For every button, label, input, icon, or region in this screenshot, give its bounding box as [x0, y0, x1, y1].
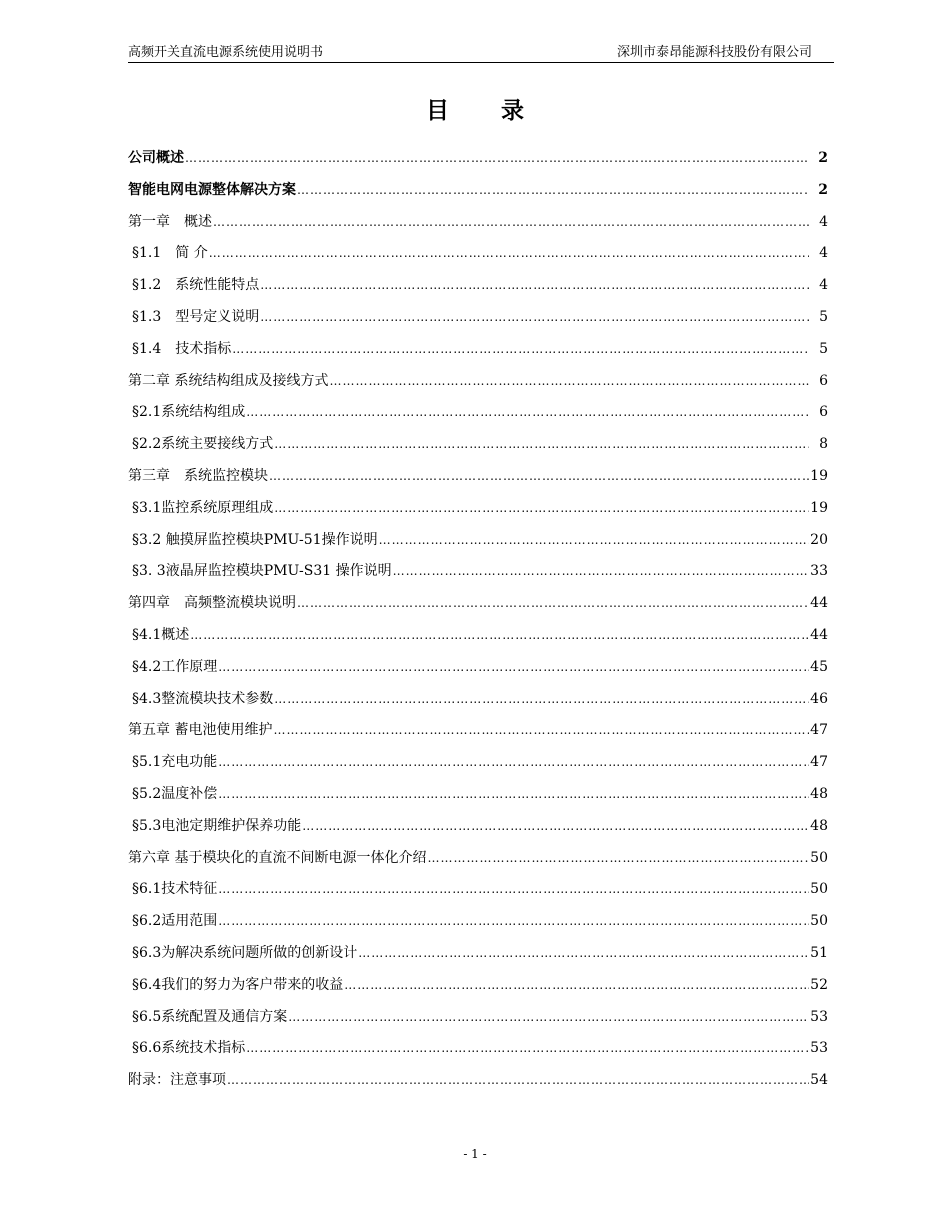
toc-leader-dots [274, 684, 809, 716]
toc-entry-label: 附录：注意事项 [128, 1072, 226, 1089]
toc-entry-label: §6.4我们的努力为客户带来的收益 [132, 976, 344, 993]
toc-entry-page: 44 [810, 626, 828, 643]
toc-entry [128, 525, 832, 557]
toc-leader-dots [269, 461, 809, 493]
toc-entry-page: 5 [819, 340, 828, 357]
toc-entry [128, 238, 832, 270]
toc-entry-label: §5.1充电功能 [132, 754, 218, 771]
toc-leader-dots [218, 652, 809, 684]
toc-leader-dots [246, 397, 809, 429]
toc-entry-page: 20 [810, 531, 828, 548]
toc-entry-page: 48 [810, 817, 828, 834]
toc-entry-label: §2.2系统主要接线方式 [132, 436, 274, 453]
toc-entry-page: 19 [810, 499, 828, 516]
toc-leader-dots [218, 747, 809, 779]
toc-leader-dots [185, 143, 809, 175]
toc-entry-label: §4.3整流模块技术参数 [132, 690, 274, 707]
toc-entry-label: 第六章 基于模块化的直流不间断电源一体化介绍 [128, 849, 427, 866]
toc-entry-label: 第四章 高频整流模块说明 [128, 595, 296, 612]
toc-entry-page: 45 [810, 658, 828, 675]
toc-leader-dots [297, 175, 809, 207]
toc-entry [128, 493, 832, 525]
toc-entry [128, 684, 832, 716]
toc-entry-page: 47 [810, 722, 828, 739]
toc-entry-page: 8 [819, 436, 828, 453]
toc-entry [128, 715, 832, 747]
toc-leader-dots [213, 207, 809, 239]
toc-entry-label: §6.2适用范围 [132, 913, 218, 930]
toc-entry [128, 811, 832, 843]
toc-entry-label: §1.2 系统性能特点 [132, 277, 260, 294]
toc-entry-page: 44 [810, 595, 828, 612]
toc-leader-dots [297, 588, 809, 620]
toc-entry-page: 6 [819, 404, 828, 421]
toc-leader-dots [218, 874, 809, 906]
toc-entry-page: 2 [818, 181, 828, 198]
toc-entry [128, 461, 832, 493]
toc-entry-label: §1.1 简 介 [132, 245, 208, 262]
toc-entry [128, 556, 832, 588]
toc-leader-dots [379, 525, 809, 557]
toc-entry-page: 52 [810, 976, 828, 993]
toc-entry [128, 1002, 832, 1034]
toc-entry-page: 50 [810, 849, 828, 866]
toc-entry-label: 第三章 系统监控模块 [128, 467, 268, 484]
toc-entry-page: 4 [819, 245, 828, 262]
toc-entry-page: 33 [810, 563, 828, 580]
toc-entry [128, 620, 832, 652]
toc-entry [128, 397, 832, 429]
toc-entry-page: 50 [810, 913, 828, 930]
toc-leader-dots [218, 906, 809, 938]
table-of-contents [128, 143, 832, 1097]
toc-entry-page: 46 [810, 690, 828, 707]
page-title: 目 录 [425, 97, 546, 124]
toc-entry-label: §3. 3液晶屏监控模块PMU-S31 操作说明 [132, 563, 392, 580]
toc-entry [128, 588, 832, 620]
page-number: - 1 - [463, 1147, 487, 1161]
page-header [128, 44, 834, 63]
toc-entry [128, 747, 832, 779]
toc-entry-page: 53 [810, 1040, 828, 1057]
toc-leader-dots [260, 302, 809, 334]
toc-entry [128, 779, 832, 811]
toc-entry-label: 智能电网电源整体解决方案 [128, 181, 296, 198]
toc-entry-label: 第二章 系统结构组成及接线方式 [128, 372, 329, 389]
toc-entry [128, 302, 832, 334]
toc-entry [128, 334, 832, 366]
toc-leader-dots [260, 270, 809, 302]
toc-entry-page: 51 [810, 944, 828, 961]
toc-entry-page: 53 [810, 1008, 828, 1025]
toc-entry-page: 47 [810, 754, 828, 771]
toc-entry [128, 843, 832, 875]
toc-entry-page: 48 [810, 785, 828, 802]
toc-entry [128, 366, 832, 398]
toc-leader-dots [232, 334, 809, 366]
toc-leader-dots [274, 429, 809, 461]
toc-leader-dots [246, 1033, 809, 1065]
toc-entry-label: §3.1监控系统原理组成 [132, 499, 274, 516]
toc-entry-label: §6.3为解决系统问题所做的创新设计 [132, 944, 358, 961]
toc-entry-label: §6.6系统技术指标 [132, 1040, 246, 1057]
toc-entry-page: 50 [810, 881, 828, 898]
toc-entry-page: 4 [819, 213, 828, 230]
toc-entry [128, 429, 832, 461]
toc-leader-dots [344, 970, 809, 1002]
toc-leader-dots [393, 556, 809, 588]
toc-entry [128, 143, 832, 175]
toc-entry [128, 938, 832, 970]
toc-entry-label: §3.2 触摸屏监控模块PMU-51操作说明 [132, 531, 378, 548]
toc-leader-dots [427, 843, 809, 875]
toc-entry-page: 2 [818, 150, 828, 166]
toc-entry [128, 207, 832, 239]
toc-entry-label: 第五章 蓄电池使用维护 [128, 722, 273, 739]
toc-leader-dots [329, 366, 809, 398]
toc-entry-label: §2.1系统结构组成 [132, 404, 246, 421]
toc-entry-label: §1.4 技术指标 [132, 340, 232, 357]
toc-entry [128, 652, 832, 684]
toc-entry-label: 公司概述 [128, 150, 184, 166]
toc-leader-dots [218, 779, 809, 811]
toc-entry [128, 1065, 832, 1097]
toc-leader-dots [209, 238, 809, 270]
header-company-name: 深圳市泰昂能源科技股份有限公司 [616, 45, 812, 60]
toc-entry-page: 5 [819, 308, 828, 325]
toc-leader-dots [288, 1002, 809, 1034]
toc-entry-label: 第一章 概述 [128, 213, 212, 230]
toc-entry-label: §6.5系统配置及通信方案 [132, 1008, 288, 1025]
toc-entry-page: 54 [810, 1072, 828, 1089]
toc-leader-dots [273, 715, 809, 747]
toc-entry-label: §1.3 型号定义说明 [132, 308, 260, 325]
toc-entry [128, 1033, 832, 1065]
toc-entry [128, 970, 832, 1002]
toc-entry-page: 6 [819, 372, 828, 389]
toc-leader-dots [274, 493, 809, 525]
toc-leader-dots [302, 811, 809, 843]
toc-entry-label: §5.3电池定期维护保养功能 [132, 817, 302, 834]
toc-entry [128, 906, 832, 938]
toc-leader-dots [227, 1065, 809, 1097]
toc-entry-page: 4 [819, 277, 828, 294]
toc-entry-page: 19 [810, 467, 828, 484]
toc-entry [128, 874, 832, 906]
toc-entry-label: §4.1概述 [132, 626, 190, 643]
toc-entry [128, 175, 832, 207]
toc-entry-label: §5.2温度补偿 [132, 785, 218, 802]
toc-entry [128, 270, 832, 302]
toc-leader-dots [190, 620, 809, 652]
header-document-title: 高频开关直流电源系统使用说明书 [128, 45, 324, 60]
toc-entry-label: §4.2工作原理 [132, 658, 218, 675]
toc-leader-dots [358, 938, 809, 970]
toc-entry-label: §6.1技术特征 [132, 881, 218, 898]
